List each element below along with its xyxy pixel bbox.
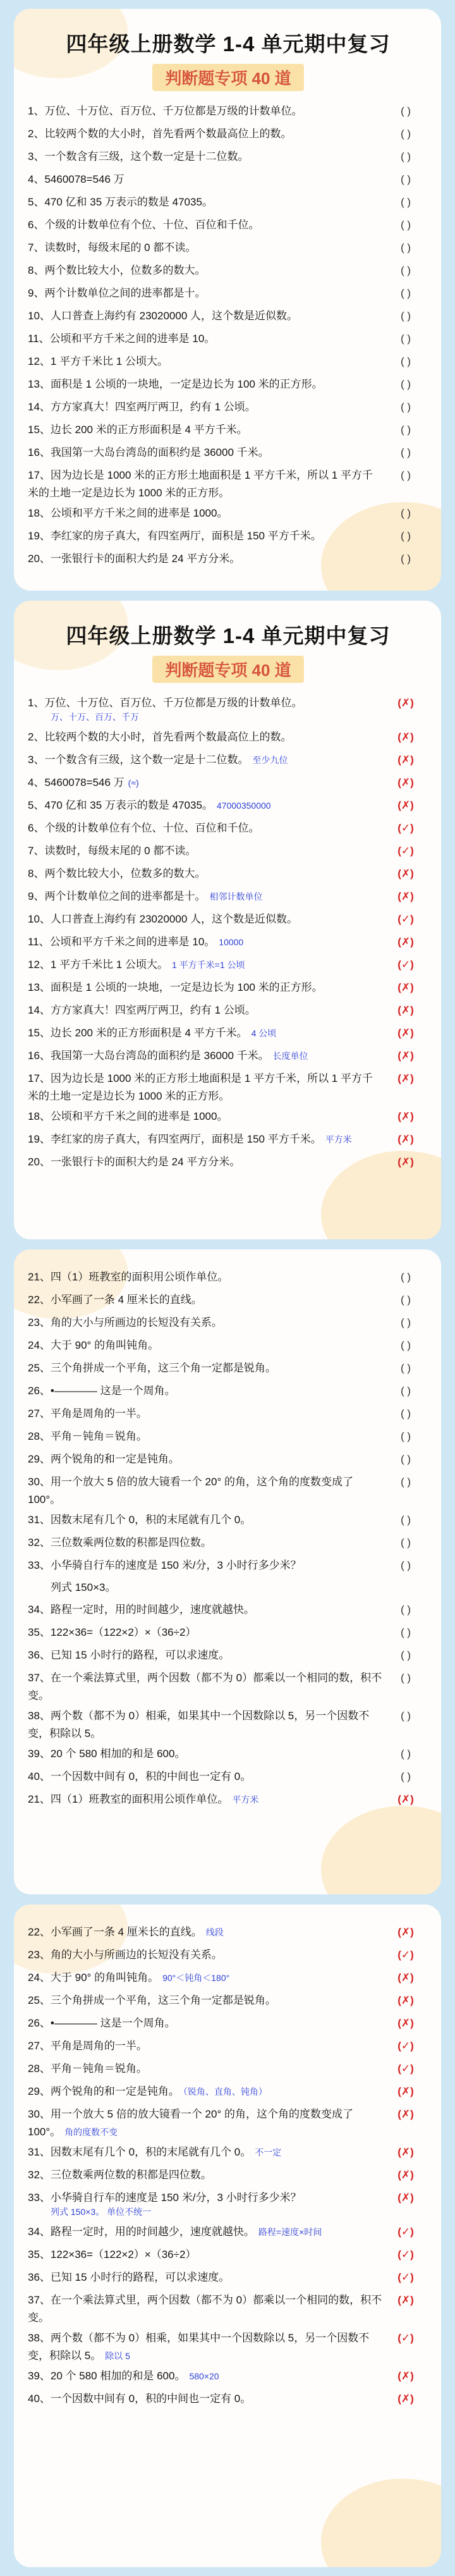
question-text: 23、角的大小与所画边的长短没有关系。 [28,1949,222,1961]
question-row [28,1334,428,1357]
question-row [28,145,428,168]
annotation-note: 长度单位 [272,1051,308,1061]
answer-mark: (✗) [397,2370,414,2382]
answer-bracket: ( ) [400,1626,411,1638]
question-text: 20、一张银行卡的面积大约是 24 平方分米。 [28,553,241,565]
question-row [28,1531,428,1554]
question-text: 35、122×36=（122×2）×（36÷2） [28,2248,197,2260]
question-text: 21、四（1）班教室的面积用公顷作单位。 [28,1793,229,1805]
answer-bracket: ( ) [400,1770,411,1782]
question-text: 31、因数末尾有几个 0，积的末尾就有几个 0。 [28,1514,252,1526]
question-text: 17、因为边长是 1000 米的正方形土地面积是 1 平方千米，所以 1 平方千米的土地一定是边长为 1000 米的正方形。 [28,469,373,499]
question-text: 7、读数时，每级末尾的 0 都不读。 [28,242,197,254]
answer-mark: (✓) [397,1949,414,1961]
annotation-note: 不一定 [255,2147,282,2157]
answer-mark: (✗) [397,981,414,993]
question-text: 12、1 平方千米比 1 公顷大。 [28,959,168,971]
answer-bracket: ( ) [400,1316,411,1328]
answer-bracket: ( ) [400,1710,411,1722]
question-text: 20、一张银行卡的面积大约是 24 平方分米。 [28,1156,241,1168]
question-text: 28、平角－钝角＝锐角。 [28,1430,147,1442]
question-text: 2、比较两个数的大小时，首先看两个数最高位上的数。 [28,731,292,743]
answer-mark: (✗) [397,2085,414,2097]
question-text: 26、•———— 这是一个周角。 [28,1385,176,1397]
answer-row [28,2080,428,2103]
answer-row [28,2141,428,2164]
answer-mark: (✗) [397,1110,414,1122]
answer-mark: (✗) [397,2169,414,2181]
question-text: 8、两个数比较大小，位数多的数大。 [28,868,206,880]
question-row [28,1765,428,1788]
answer-row [28,908,428,931]
question-text: 38、两个数（都不为 0）相乘，如果其中一个因数除以 5，另一个因数不变，积除以 5。 [28,1710,370,1739]
question-text: 29、两个锐角的和一定是钝角。 [28,1453,179,1465]
answer-row [28,840,428,862]
answer-mark: (✗) [397,1994,414,2006]
answer-row [28,2243,428,2266]
question-row [28,1311,428,1334]
question-text: 11、公顷和平方千米之间的进率是 10。 [28,936,215,948]
question-row [28,1743,428,1765]
question-text: 39、20 个 580 相加的和是 600。 [28,2370,186,2382]
answer-row [28,999,428,1022]
answer-mark: (✗) [397,2294,414,2306]
answer-mark: (✗) [397,799,414,811]
card-answers-21-40 [14,1904,441,2567]
question-row [28,1402,428,1425]
question-text: 1、万位、十万位、百万位、千万位都是万级的计数单位。 [28,105,303,117]
question-text: 39、20 个 580 相加的和是 600。 [28,1748,186,1760]
answer-mark: (✗) [397,1072,414,1084]
question-text: 35、122×36=（122×2）×（36÷2） [28,1626,197,1638]
question-row [28,1705,428,1743]
answer-mark: (✗) [397,776,414,788]
question-text: 15、边长 200 米的正方形面积是 4 平方千米。 [28,424,248,436]
question-text: 36、已知 15 小时行的路程，可以求速度。 [28,2271,230,2283]
question-text: 32、三位数乘两位数的积都是四位数。 [28,2169,212,2181]
question-row [28,1644,428,1667]
question-text: 3、一个数含有三级，这个数一定是十二位数。 [28,150,249,163]
answer-mark: (✗) [397,1027,414,1039]
question-text: 2、比较两个数的大小时，首先看两个数最高位上的数。 [28,128,292,140]
question-row [28,100,428,123]
question-text: 6、个级的计数单位有个位、十位、百位和千位。 [28,822,260,834]
answer-row [28,1921,428,1944]
answer-row [28,2012,428,2035]
question-text: 24、大于 90° 的角叫钝角。 [28,1339,159,1351]
question-row [28,259,428,282]
solution-line: 列式 150×3。 [51,1581,116,1593]
answer-mark: (✓) [397,2063,414,2075]
question-row [28,548,428,570]
annotation-subline: 万、十万、百万、千万 [51,712,139,722]
answer-bracket: ( ) [400,1408,411,1420]
answer-mark: (✓) [397,2226,414,2238]
answer-bracket: ( ) [400,1453,411,1465]
answer-row [28,1067,428,1105]
answer-mark: (✗) [397,2393,414,2405]
subtitle-badge-2: 判断题专项 40 道 [152,656,303,683]
annotation-note: 4 公顷 [251,1028,277,1038]
answer-bracket: ( ) [400,196,411,208]
question-text: 10、人口普查上海约有 23020000 人，这个数是近似数。 [28,913,298,925]
answer-mark: (✗) [397,1050,414,1062]
question-row [28,1471,428,1509]
question-text: 10、人口普查上海约有 23020000 人，这个数是近似数。 [28,310,298,322]
answer-bracket: ( ) [400,553,411,565]
question-text: 19、李红家的房子真大，有四室两厅，面积是 150 平方千米。 [28,530,322,542]
answer-bracket: ( ) [400,1604,411,1616]
annotation-note: (≈) [128,778,139,788]
answer-mark: (✓) [397,2332,414,2344]
answer-bracket: ( ) [400,378,411,390]
answer-bracket: ( ) [400,219,411,231]
question-row [28,1788,428,1811]
annotation-note: 90°＜钝角＜180° [162,1973,230,1983]
answer-row [28,749,428,771]
question-row [28,191,428,214]
answer-row [28,2035,428,2058]
question-row [28,305,428,328]
question-text: 26、•———— 这是一个周角。 [28,2017,176,2029]
annotation-subline: 列式 150×3。 单位不统一 [51,2207,152,2217]
question-row [28,1554,428,1577]
answer-row [28,817,428,840]
annotation-note: 580×20 [189,2371,219,2381]
question-text: 19、李红家的房子真大，有四室两厅，面积是 150 平方千米。 [28,1133,322,1145]
annotation-note: 路程=速度×时间 [258,2227,322,2237]
question-row [28,1289,428,1311]
answer-mark: (✓) [397,913,414,925]
question-text: 21、四（1）班教室的面积用公顷作单位。 [28,1271,229,1283]
answer-bracket: ( ) [400,264,411,276]
question-row [28,1380,428,1402]
annotation-note: 1 平方千米=1 公顷 [172,960,245,970]
answer-row [28,1105,428,1128]
answer-bracket: ( ) [400,530,411,542]
answer-bracket: ( ) [400,287,411,299]
annotation-note: 角的度数不变 [64,2127,118,2137]
annotation-note: 线段 [205,1927,224,1937]
annotation-note: 相邻计数单位 [209,892,263,902]
answer-row [28,954,428,976]
question-row [28,1621,428,1644]
answer-row [28,976,428,999]
question-text: 34、路程一定时，用的时间越少，速度就越快。 [28,2226,255,2238]
answer-bracket: ( ) [400,1748,411,1760]
answer-bracket: ( ) [400,310,411,322]
answer-bracket: ( ) [400,1362,411,1374]
answer-bracket: ( ) [400,1559,411,1571]
answer-row [28,2221,428,2243]
page-title: 四年级上册数学 1-4 单元期中复习 [66,32,391,56]
annotation-note: 至少九位 [252,755,288,765]
question-row [28,464,428,502]
question-text: 13、面积是 1 公顷的一块地，一定是边长为 100 米的正方形。 [28,981,323,993]
question-text: 16、我国第一大岛台湾岛的面积约是 36000 千米。 [28,446,269,458]
answer-bracket: ( ) [400,333,411,345]
question-row [28,1357,428,1380]
answer-row [28,2388,428,2410]
question-text: 5、470 亿和 35 万表示的数是 47035。 [28,799,213,811]
answer-row [28,726,428,749]
answer-mark: (✗) [397,1156,414,1168]
answer-bracket: ( ) [400,1649,411,1661]
question-text: 17、因为边长是 1000 米的正方形土地面积是 1 平方千米，所以 1 平方千米的土地一定是边长为 1000 米的正方形。 [28,1072,373,1102]
question-text: 4、5460078=546 万 [28,173,124,185]
question-text: 22、小军画了一条 4 厘米长的直线。 [28,1294,202,1306]
answer-mark: (✓) [397,2040,414,2052]
answer-mark: (✗) [397,731,414,743]
question-text: 22、小军画了一条 4 厘米长的直线。 [28,1926,202,1938]
question-row [28,419,428,441]
answer-bracket: ( ) [400,1430,411,1442]
answer-bracket: ( ) [400,469,411,481]
question-text: 31、因数末尾有几个 0，积的末尾就有几个 0。 [28,2146,252,2158]
answer-mark: (✗) [397,1926,414,1938]
question-text: 9、两个计数单位之间的进率都是十。 [28,287,206,299]
question-text: 15、边长 200 米的正方形面积是 4 平方千米。 [28,1027,248,1039]
answer-row [28,2164,428,2187]
answer-mark: (✓) [397,959,414,971]
question-text: 29、两个锐角的和一定是钝角。 [28,2085,179,2097]
question-row [28,396,428,419]
question-row [28,328,428,350]
question-text: 33、小华骑自行车的速度是 150 米/分，3 小时行多少米？ [28,2192,301,2204]
answer-row [28,771,428,794]
answer-row [28,2327,428,2365]
question-text: 32、三位数乘两位数的积都是四位数。 [28,1536,212,1549]
answer-mark: (✗) [397,754,414,766]
answer-bracket: ( ) [400,507,411,519]
answer-mark: (✗) [397,697,414,709]
answer-row [28,1022,428,1045]
answer-bracket: ( ) [400,1536,411,1549]
question-text: 40、一个因数中间有 0，积的中间也一定有 0。 [28,1770,252,1782]
question-row [28,1598,428,1621]
answer-bracket: ( ) [400,1476,411,1488]
question-text: 5、470 亿和 35 万表示的数是 47035。 [28,196,213,208]
question-text: 30、用一个放大 5 倍的放大镜看一个 20° 的角，这个角的度数变成了 100°。 [28,1476,353,1506]
answer-row [28,2103,428,2141]
question-text: 18、公顷和平方千米之间的进率是 1000。 [28,1110,228,1122]
question-row [28,1667,428,1705]
answer-row [28,794,428,817]
annotation-note: 除以 5 [105,2351,130,2361]
card-questions-21-40 [14,1249,441,1894]
answer-row [28,2266,428,2289]
answer-row [28,931,428,954]
answer-bracket: ( ) [400,355,411,367]
answer-mark: (✗) [397,2146,414,2158]
question-row [28,1509,428,1531]
annotation-note: 平方米 [325,1134,352,1144]
answer-row [28,2365,428,2388]
question-text: 7、读数时，每级末尾的 0 都不读。 [28,845,197,857]
question-text: 1、万位、十万位、百万位、千万位都是万级的计数单位。 [28,697,303,709]
question-row [28,373,428,396]
answer-bracket: ( ) [400,1514,411,1526]
question-text: 25、三个角拼成一个平角，这三个角一定都是锐角。 [28,1362,276,1374]
answer-row [28,1128,428,1151]
question-row [28,1266,428,1289]
answer-bracket: ( ) [400,401,411,413]
answer-row [28,1966,428,1989]
answer-bracket: ( ) [400,242,411,254]
question-text: 40、一个因数中间有 0，积的中间也一定有 0。 [28,2393,252,2405]
answer-bracket: ( ) [400,1339,411,1351]
question-text: 27、平角是周角的一半。 [28,1408,147,1420]
answer-mark: (✓) [397,845,414,857]
question-text: 24、大于 90° 的角叫钝角。 [28,1972,159,1984]
question-text: 18、公顷和平方千米之间的进率是 1000。 [28,507,228,519]
answer-row [28,885,428,908]
question-row [28,525,428,548]
answer-bracket: ( ) [400,446,411,458]
question-row [28,502,428,525]
question-row [28,1425,428,1448]
answer-mark: (✗) [397,1793,414,1805]
answer-row [28,1944,428,1966]
answer-bracket: ( ) [400,105,411,117]
question-row [28,214,428,236]
question-row [28,168,428,191]
answer-bracket: ( ) [400,173,411,185]
question-text: 11、公顷和平方千米之间的进率是 10。 [28,333,215,345]
page-title-2: 四年级上册数学 1-4 单元期中复习 [66,624,391,647]
answer-bracket: ( ) [400,150,411,163]
question-text: 27、平角是周角的一半。 [28,2040,147,2052]
answer-mark: (✓) [397,2271,414,2283]
answer-mark: (✗) [397,2192,414,2204]
answer-row [28,2289,428,2327]
question-text: 25、三个角拼成一个平角，这三个角一定都是锐角。 [28,1994,276,2006]
question-text: 23、角的大小与所画边的长短没有关系。 [28,1316,222,1328]
question-row [28,282,428,305]
annotation-note: 10000 [219,937,244,947]
question-text: 34、路程一定时，用的时间越少，速度就越快。 [28,1604,255,1616]
question-text: 8、两个数比较大小，位数多的数大。 [28,264,206,276]
card-answers-1-20 [14,601,441,1239]
answer-mark: (✓) [397,2248,414,2260]
question-text: 14、方方家真大！四室两厅两卫，约有 1 公顷。 [28,401,256,413]
question-row [28,123,428,145]
question-text: 36、已知 15 小时行的路程，可以求速度。 [28,1649,230,1661]
question-row [28,441,428,464]
answer-row [28,2058,428,2080]
question-text: 16、我国第一大岛台湾岛的面积约是 36000 千米。 [28,1050,269,1062]
answer-mark: (✗) [397,1133,414,1145]
answer-bracket: ( ) [400,1271,411,1283]
answer-mark: (✗) [397,936,414,948]
answer-mark: (✗) [397,1972,414,1984]
answer-row [28,1989,428,2012]
question-text: 37、在一个乘法算式里，两个因数（都不为 0）都乘以一个相同的数，积不变。 [28,1672,382,1702]
answer-mark: (✗) [397,1004,414,1016]
answer-row [28,862,428,885]
subtitle-badge: 判断题专项 40 道 [152,64,303,91]
answer-bracket: ( ) [400,1294,411,1306]
question-text: 33、小华骑自行车的速度是 150 米/分，3 小时行多少米？ [28,1559,301,1571]
answer-bracket: ( ) [400,128,411,140]
annotation-note: 47000350000 [216,800,271,811]
question-text: 9、两个计数单位之间的进率都是十。 [28,890,206,902]
answer-mark: (✗) [397,2017,414,2029]
question-text: 12、1 平方千米比 1 公顷大。 [28,355,168,367]
answer-row [28,1045,428,1067]
question-text: 28、平角－钝角＝锐角。 [28,2063,147,2075]
answer-mark: (✗) [397,2108,414,2120]
answer-mark: (✗) [397,868,414,880]
question-text: 37、在一个乘法算式里，两个因数（都不为 0）都乘以一个相同的数，积不变。 [28,2294,382,2324]
answer-bracket: ( ) [400,1385,411,1397]
answer-row [28,1151,428,1174]
question-row [28,350,428,373]
question-text: 13、面积是 1 公顷的一块地，一定是边长为 100 米的正方形。 [28,378,323,390]
annotation-note: 平方米 [232,1794,259,1805]
question-text: 4、5460078=546 万 [28,776,124,788]
question-text: 14、方方家真大！四室两厅两卫，约有 1 公顷。 [28,1004,256,1016]
answer-bracket: ( ) [400,424,411,436]
question-text: 3、一个数含有三级，这个数一定是十二位数。 [28,754,249,766]
answer-mark: (✓) [397,822,414,834]
question-row [28,236,428,259]
annotation-note: （锐角、直角、钝角） [183,2087,267,2097]
question-text: 38、两个数（都不为 0）相乘，如果其中一个因数除以 5，另一个因数不变，积除以 5。 [28,2332,370,2362]
question-text: 30、用一个放大 5 倍的放大镜看一个 20° 的角，这个角的度数变成了 100°。 [28,2108,353,2138]
card-questions-1-20 [14,9,441,591]
answer-bracket: ( ) [400,1672,411,1684]
question-row [28,1448,428,1471]
answer-mark: (✗) [397,890,414,902]
question-text: 6、个级的计数单位有个位、十位、百位和千位。 [28,219,260,231]
